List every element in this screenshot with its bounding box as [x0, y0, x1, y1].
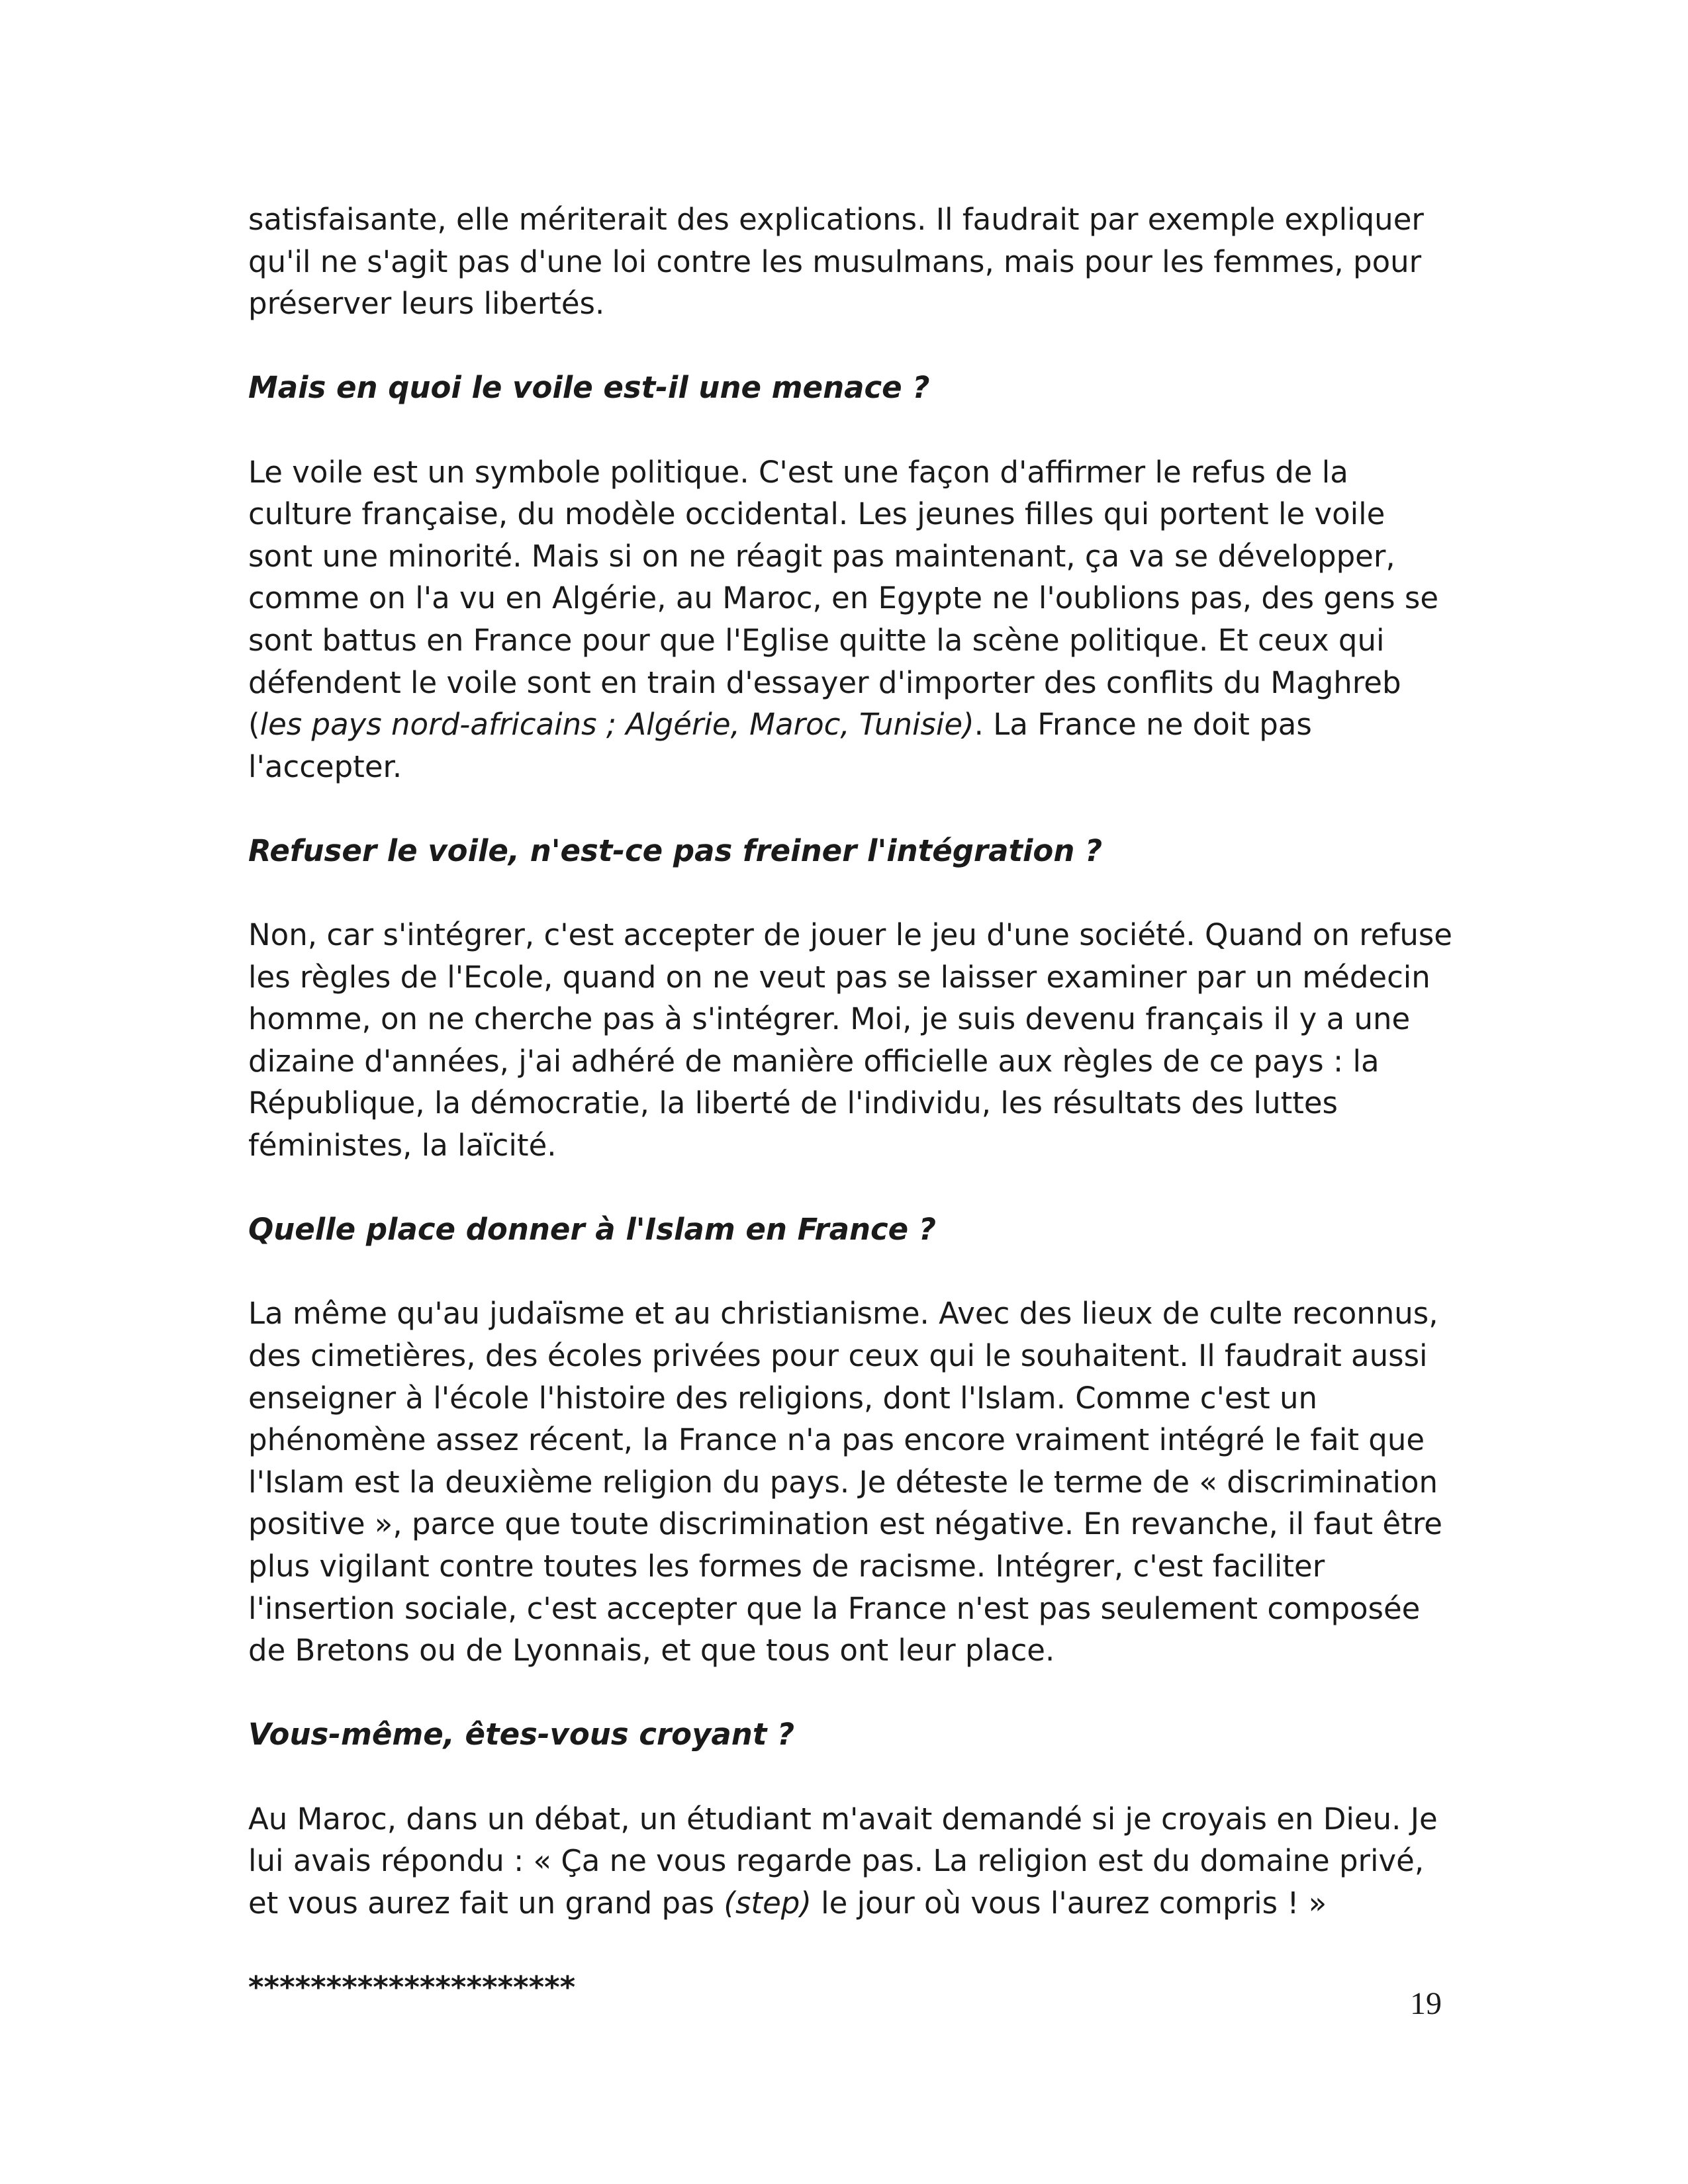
answer-text: Le voile est un symbole politique. C'est une façon d'affirmer le refus de la culture française, du modèle occidental. Les jeunes filles qui portent le voile sont une minorité. Mais si on ne réagit pas maintenant, ça va se développer, comme on l'a vu en Algérie, au Maroc, en Egypte ne l'oublions pas, des gens se sont battus en France pour que l'Eglise quitte la scène politique. Et ceux qui défendent le voile sont en train d'essayer d'importer des conflits du Maghreb ( — [248, 454, 1439, 743]
answer-paragraph-islam: La même qu'au judaïsme et au christianisme. Avec des lieux de culte reconnus, des cimetières, des écoles privées pour ceux qui le souhaitent. Il faudrait aussi enseigner à l'école l'histoire des religions, dont l'Islam. Comme c'est un phénomène assez récent, la France n'a pas encore vraiment intégré le fait que l'Islam est la deuxième religion du pays. Je déteste le terme de « discrimination positive », parce que toute discrimination est négative. En revanche, il faut être plus vigilant contre toutes les formes de racisme. Intégrer, c'est faciliter l'insertion sociale, c'est accepter que la France n'est pas seulement composée de Bretons ou de Lyonnais, et que tous ont leur place. — [248, 1296, 1442, 1668]
question-heading-croyant: Vous-même, êtes-vous croyant ? — [248, 1717, 795, 1752]
gloss-text: les pays nord-africains ; Algérie, Maroc, Tunisie) — [259, 707, 974, 743]
answer-paragraph-integration: Non, car s'intégrer, c'est accepter de jouer le jeu d'une société. Quand on refuse les règles de l'Ecole, quand on ne veut pas se laisser examiner par un médecin homme, on ne cherche pas à s'intégrer. Moi, je suis devenu français il y a une dizaine d'années, j'ai adhéré de manière officielle aux règles de ce pays : la République, la démocratie, la liberté de l'individu, les résultats des luttes féministes, la laïcité. — [248, 917, 1452, 1163]
question-heading-islam: Quelle place donner à l'Islam en France ? — [248, 1212, 936, 1248]
answer-text: . La France ne doit pas l'accepter. — [248, 707, 1312, 784]
answer-text: le jour où vous l'aurez compris ! » — [811, 1885, 1327, 1921]
question-heading-integration: Refuser le voile, n'est-ce pas freiner l'intégration ? — [248, 833, 1103, 868]
answer-paragraph-croyant — [248, 1798, 1453, 1925]
answer-paragraph-menace — [248, 451, 1453, 788]
question-heading-menace: Mais en quoi le voile est-il une menace ? — [248, 370, 930, 406]
page-number: 19 — [1410, 1986, 1442, 2021]
intro-paragraph: satisfaisante, elle mériterait des explications. Il faudrait par exemple expliquer qu'il ne s'agit pas d'une loi contre les musulmans, mais pour les femmes, pour préserver leurs libertés. — [248, 202, 1424, 322]
answer-text: Au Maroc, dans un débat, un étudiant m'avait demandé si je croyais en Dieu. Je lui avais répondu : « Ça ne vous regarde pas. La religion est du domaine privé, et vous aurez fait un grand pas — [248, 1801, 1438, 1921]
page-body — [248, 199, 1453, 2009]
section-separator: ********************* — [248, 1969, 576, 2005]
gloss-text: (step) — [724, 1885, 812, 1921]
